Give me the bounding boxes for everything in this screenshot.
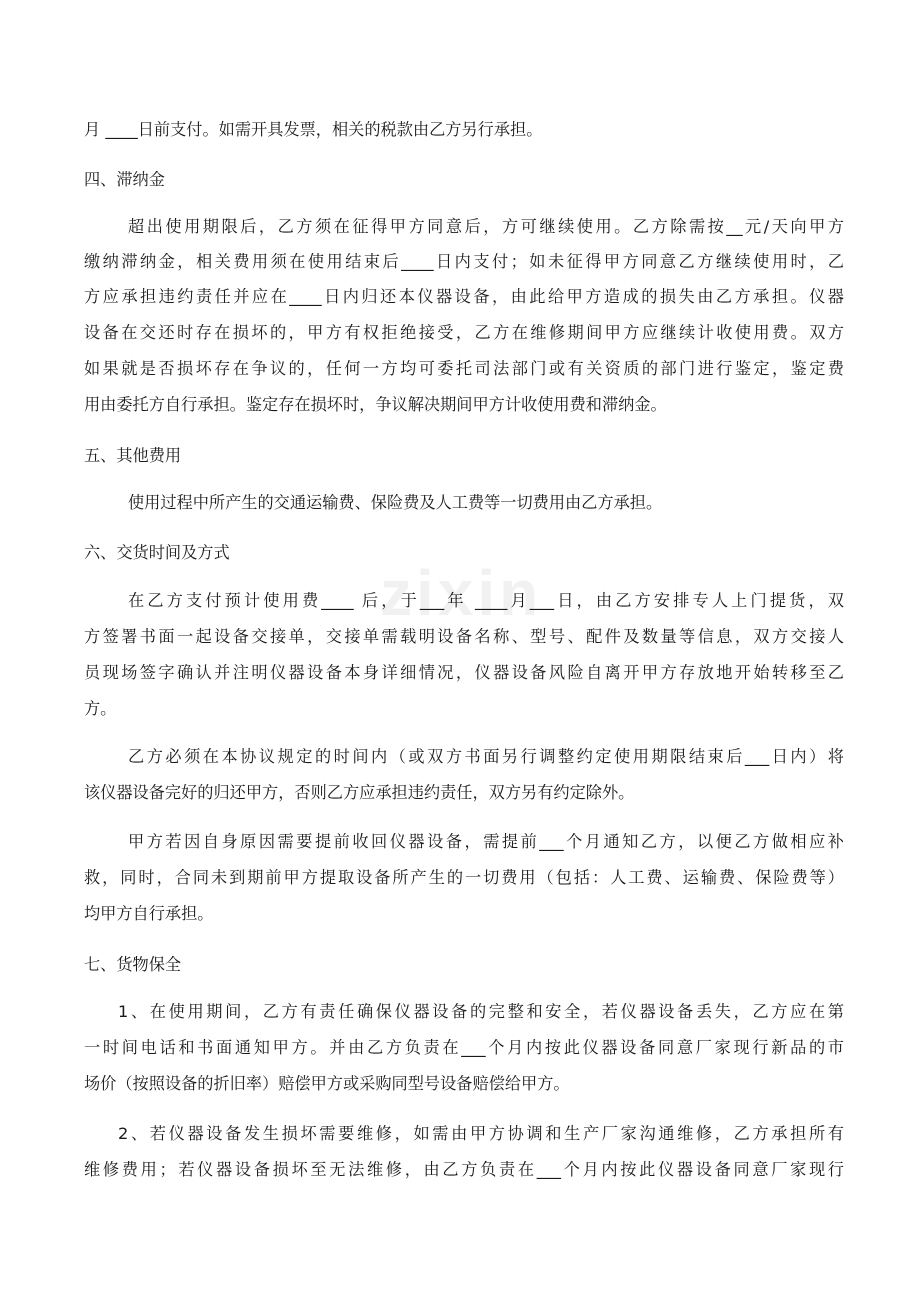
text-line: 甲方若因自身原因需要提前收回仪器设备，需提前___个月通知乙方，以便乙方做相应补 [128,832,844,851]
text-line: 一时间电话和书面通知甲方。并由乙方负责在___个月内按此仪器设备同意厂家现行新品的市 [84,1038,844,1057]
text-line: 该仪器设备完好的归还甲方，否则乙方应承担违约责任，双方另有约定除外。 [84,783,635,802]
section-heading: 五、其他费用 [84,446,182,465]
text-line: 如果就是否损坏存在争议的，任何一方均可委托司法部门或有关资质的部门进行鉴定，鉴定费 [84,359,844,378]
text-line: 均甲方自行承担。 [84,904,214,923]
text-line: 维修费用；若仪器设备损坏至无法维修，由乙方负责在___个月内按此仪器设备同意厂家现行 [84,1160,844,1179]
text-line: 缴纳滞纳金，相关费用须在使用结束后____日内支付；如未征得甲方同意乙方继续使用时，乙 [84,252,844,271]
watermark: zixin [380,557,543,629]
section-heading: 六、交货时间及方式 [84,543,230,562]
section-heading: 四、滞纳金 [84,170,165,189]
text-line: 设备在交还时存在损坏的，甲方有权拒绝接受，乙方在维修期间甲方应继续计收使用费。双方 [84,323,844,342]
text-line: 员现场签字确认并注明仪器设备本身详细情况，仪器设备风险自离开甲方存放地开始转移至乙 [84,663,844,682]
text-line: 月 ____日前支付。如需开具发票，相关的税款由乙方另行承担。 [84,120,543,139]
text-line: 救，同时，合同未到期前甲方提取设备所产生的一切费用（包括：人工费、运输费、保险费等） [84,868,844,887]
text-line: 超出使用期限后，乙方须在征得甲方同意后，方可继续使用。乙方除需按__元/天向甲方 [128,217,844,236]
section-heading: 七、货物保全 [84,955,182,974]
text-line: 用由委托方自行承担。鉴定存在损坏时，争议解决期间甲方计收使用费和滞纳金。 [84,395,667,414]
text-line: 方签署书面一起设备交接单，交接单需载明设备名称、型号、配件及数量等信息，双方交接人 [84,627,844,646]
text-line: 使用过程中所产生的交通运输费、保险费及人工费等一切费用由乙方承担。 [128,493,663,512]
text-line: 1、在使用期间，乙方有责任确保仪器设备的完整和安全，若仪器设备丢失，乙方应在第 [118,1002,844,1021]
text-line: 2、若仪器设备发生损坏需要维修，如需由甲方协调和生产厂家沟通维修，乙方承担所有 [118,1124,844,1143]
text-line: 方。 [84,699,117,718]
text-line: 在乙方支付预计使用费____ 后，于___年 ____月___日，由乙方安排专人上门提货，双 [128,591,844,610]
text-line: 场价（按照设备的折旧率）赔偿甲方或采购同型号设备赔偿给甲方。 [84,1074,570,1093]
text-line: 方应承担违约责任并应在____日内归还本仪器设备，由此给甲方造成的损失由乙方承担。仪器 [84,287,844,306]
text-line: 乙方必须在本协议规定的时间内（或双方书面另行调整约定使用期限结束后___日内）将 [128,747,844,766]
